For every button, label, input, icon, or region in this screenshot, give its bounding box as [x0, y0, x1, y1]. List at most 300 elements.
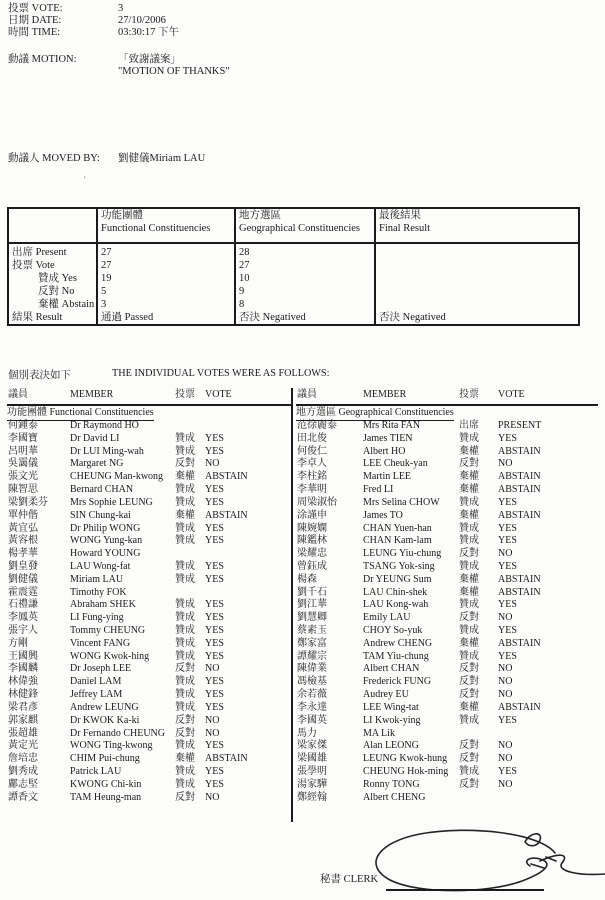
member-vote-row	[7, 689, 291, 702]
vote-en: YES	[205, 612, 224, 624]
member-vote-row	[296, 599, 598, 612]
summary-table-header	[9, 209, 578, 244]
summary-label-abstain: 棄權 Abstain	[38, 299, 95, 310]
member-name-en: CHIM Pui-chung	[70, 753, 140, 765]
vote-en: NO	[498, 548, 513, 560]
vote-en: YES	[205, 625, 224, 636]
vote-cn: 反對	[459, 676, 479, 688]
vote-cn: 反對	[459, 740, 479, 752]
member-vote-row	[296, 471, 598, 484]
member-vote-row	[7, 510, 291, 523]
member-vote-row	[296, 728, 598, 741]
vote-cn: 贊成	[459, 765, 479, 777]
vote-en: YES	[205, 676, 224, 688]
vote-cn: 贊成	[175, 560, 195, 572]
member-name-cn: 李國麟	[8, 663, 38, 675]
member-vote-row	[7, 676, 291, 689]
member-vote-row	[7, 458, 291, 471]
member-vote-row	[7, 484, 291, 497]
functional-votes-table	[7, 389, 291, 804]
member-name-cn: 黃定光	[8, 740, 38, 752]
member-name-en: CHAN Kam-lam	[363, 535, 432, 547]
member-name-cn: 劉皇發	[8, 560, 38, 572]
vote-cn: 出席	[459, 420, 479, 431]
member-vote-row	[296, 792, 598, 805]
member-name-en: Mrs Rita FAN	[363, 420, 421, 431]
vote-cn	[459, 728, 498, 741]
member-vote-row	[296, 561, 598, 574]
vote-cn	[175, 548, 205, 561]
member-name-en: Howard YOUNG	[70, 548, 141, 560]
member-name-cn: 梁國雄	[297, 753, 327, 765]
member-name-cn: 黃容根	[8, 535, 38, 547]
vote-cn: 反對	[459, 778, 479, 790]
vote-en: NO	[498, 612, 513, 624]
vote-en: ABSTAIN	[498, 471, 541, 483]
member-name-en: Daniel LAM	[70, 676, 122, 688]
date-row	[8, 15, 179, 27]
vote-cn: 棄權	[459, 573, 479, 585]
vote-en: ABSTAIN	[498, 701, 541, 713]
member-name-cn: 李卓人	[297, 458, 327, 470]
member-name-cn: 陳婉嫻	[297, 522, 327, 534]
vote-en: YES	[498, 599, 517, 611]
vote-cn: 棄權	[459, 637, 479, 649]
member-vote-row	[7, 548, 291, 561]
header-vote-en: VOTE	[205, 389, 232, 400]
member-vote-row	[7, 471, 291, 484]
vote-cn: 反對	[459, 612, 479, 624]
member-name-cn: 張文光	[8, 471, 38, 483]
member-name-en: LAU Chin-shek	[363, 586, 428, 598]
member-vote-row	[7, 663, 291, 676]
member-name-en: CHEUNG Man-kwong	[70, 471, 164, 483]
summary-header-empty	[9, 209, 96, 242]
member-name-en: Albert HO	[363, 445, 406, 457]
vote-en: YES	[205, 701, 224, 713]
vote-en: YES	[205, 445, 224, 457]
vote-en: NO	[205, 791, 220, 803]
member-name-en: Dr YEUNG Sum	[363, 573, 432, 585]
member-vote-row	[296, 446, 598, 459]
vote-cn: 贊成	[459, 599, 479, 611]
member-name-en: Jeffrey LAM	[70, 689, 123, 701]
vote-en: YES	[205, 778, 224, 790]
vote-cn: 贊成	[175, 484, 195, 496]
motion-label: 動議 MOTION:	[8, 54, 77, 65]
member-name-en: LI Kwok-ying	[363, 714, 421, 726]
final-result: 否決 Negatived	[379, 312, 446, 323]
member-vote-row	[296, 574, 598, 587]
vote-cn: 反對	[459, 548, 479, 560]
header-vote-cn: 投票	[175, 389, 195, 400]
member-name-cn: 林健鋒	[8, 689, 38, 701]
member-vote-row	[7, 753, 291, 766]
vote-cn: 贊成	[175, 445, 195, 457]
member-vote-row	[7, 497, 291, 510]
member-name-en: Bernard CHAN	[70, 484, 134, 496]
vote-cn: 棄權	[175, 471, 195, 483]
member-name-en: Mrs Sophie LEUNG	[70, 496, 153, 508]
summary-label-present: 出席 Present	[12, 247, 67, 258]
member-name-en: Mrs Selina CHOW	[363, 496, 440, 508]
member-name-cn: 林偉強	[8, 676, 38, 688]
member-name-cn: 何俊仁	[297, 445, 327, 457]
member-name-cn: 詹培忠	[8, 753, 38, 765]
member-name-en: Ronny TONG	[363, 778, 420, 790]
individual-votes-intro-cn: 個別表決如下	[8, 370, 71, 381]
header-member-cn: 議員	[8, 389, 28, 400]
vote-en: YES	[205, 599, 224, 611]
member-vote-row	[296, 625, 598, 638]
member-name-en: Andrew LEUNG	[70, 701, 139, 713]
member-name-cn: 馮檢基	[297, 676, 327, 688]
vote-cn: 棄權	[459, 484, 479, 496]
fc-no: 5	[101, 286, 107, 297]
vote-cn: 贊成	[175, 637, 195, 649]
member-vote-row	[7, 625, 291, 638]
member-vote-row	[7, 433, 291, 446]
member-vote-row	[296, 587, 598, 600]
member-name-en: Margaret NG	[70, 458, 124, 470]
vote-en: YES	[205, 496, 224, 508]
vote-en: YES	[205, 650, 224, 662]
vote-cn: 反對	[175, 458, 195, 470]
member-name-cn: 黃宜弘	[8, 522, 38, 534]
member-name-cn: 田北俊	[297, 432, 327, 444]
member-name-cn: 涂謹申	[297, 509, 327, 521]
vote-cn: 贊成	[459, 625, 479, 636]
member-name-cn: 梁耀忠	[297, 548, 327, 560]
member-name-en: LEUNG Kwok-hung	[363, 753, 448, 765]
vote-cn: 贊成	[175, 522, 195, 534]
member-vote-row	[296, 676, 598, 689]
member-vote-row	[296, 638, 598, 651]
functional-table-header	[7, 389, 291, 406]
member-vote-row	[296, 740, 598, 753]
member-vote-row	[7, 651, 291, 664]
member-name-cn: 湯家驊	[297, 778, 327, 790]
member-name-en: Vincent FANG	[70, 637, 131, 649]
fc-vote: 27	[101, 260, 112, 271]
column-divider-line	[291, 388, 293, 822]
member-vote-row	[296, 651, 598, 664]
member-name-cn: 譚耀宗	[297, 650, 327, 662]
vote-cn: 贊成	[175, 778, 195, 790]
member-name-en: Dr Raymond HO	[70, 420, 139, 431]
vote-cn: 棄權	[459, 471, 479, 483]
fc-result: 通過 Passed	[101, 312, 154, 323]
geographical-table-header	[296, 389, 598, 406]
vote-cn: 棄權	[175, 753, 195, 765]
summary-header-functional-en: Functional Constituencies	[101, 222, 211, 234]
member-vote-row	[296, 715, 598, 728]
clerk-label: 秘書 CLERK	[320, 874, 379, 885]
member-name-en: Tommy CHEUNG	[70, 625, 146, 636]
vote-en: ABSTAIN	[498, 573, 541, 585]
vote-cn: 反對	[459, 753, 479, 765]
gc-present: 28	[239, 247, 250, 258]
member-vote-row	[296, 497, 598, 510]
member-name-en: TAM Yiu-chung	[363, 650, 429, 662]
member-vote-row	[7, 612, 291, 625]
vote-en: YES	[205, 522, 224, 534]
member-name-cn: 王國興	[8, 650, 38, 662]
stray-scan-mark: '	[84, 175, 86, 185]
member-vote-row	[296, 484, 598, 497]
summary-header-geographical-en: Geographical Constituencies	[239, 222, 361, 234]
member-name-cn: 劉江華	[297, 599, 327, 611]
member-name-cn: 楊森	[297, 573, 317, 585]
fc-yes: 19	[101, 273, 112, 284]
header-member-cn: 議員	[297, 389, 317, 400]
member-name-en: James TIEN	[363, 432, 413, 444]
member-name-cn: 范徐麗泰	[297, 420, 337, 431]
member-name-en: CHOY So-yuk	[363, 625, 423, 636]
member-name-cn: 劉慧卿	[297, 612, 327, 624]
member-name-en: KWONG Chi-kin	[70, 778, 142, 790]
vote-en: YES	[205, 740, 224, 752]
motion-value-cn: 「致謝議案」	[118, 54, 181, 65]
geographical-section-title	[296, 406, 598, 420]
summary-header-geographical	[234, 209, 374, 242]
vote-cn: 反對	[175, 714, 195, 726]
vote-cn: 贊成	[175, 612, 195, 624]
member-name-en: Dr Joseph LEE	[70, 663, 132, 675]
member-vote-row	[7, 420, 291, 433]
vote-cn: 棄權	[459, 445, 479, 457]
member-vote-row	[7, 766, 291, 779]
member-vote-row	[7, 446, 291, 459]
summary-header-functional	[96, 209, 234, 242]
member-name-cn: 鄺志堅	[8, 778, 38, 790]
moved-by-row	[8, 153, 205, 165]
member-name-cn: 陳偉業	[297, 663, 327, 675]
member-vote-row	[296, 612, 598, 625]
member-vote-row	[7, 702, 291, 715]
vote-en: NO	[498, 663, 513, 675]
final-vote	[379, 259, 578, 272]
member-name-cn: 馬力	[297, 727, 317, 739]
member-name-en: Andrew CHENG	[363, 637, 433, 649]
member-name-cn: 梁劉柔芬	[8, 496, 48, 508]
vote-en: YES	[498, 765, 517, 777]
summary-label-vote: 投票 Vote	[12, 260, 55, 271]
member-name-cn: 鄭家富	[297, 637, 327, 649]
vote-cn: 反對	[459, 458, 479, 470]
vote-en: ABSTAIN	[498, 586, 541, 598]
summary-col-geographical	[234, 244, 374, 324]
member-name-cn: 鄭經翰	[297, 791, 327, 803]
vote-en: ABSTAIN	[498, 445, 541, 457]
member-name-en: Dr Fernando CHEUNG	[70, 727, 165, 739]
member-name-en: TSANG Yok-sing	[363, 560, 435, 572]
summary-table-body	[9, 244, 578, 324]
member-name-en: CHEUNG Hok-ming	[363, 765, 449, 777]
member-name-cn: 吳靄儀	[8, 458, 38, 470]
member-vote-row	[7, 574, 291, 587]
summary-header-final-en: Final Result	[379, 222, 431, 234]
vote-cn: 贊成	[459, 535, 479, 547]
member-vote-row	[7, 792, 291, 805]
final-no	[379, 285, 578, 298]
vote-cn: 棄權	[459, 586, 479, 598]
functional-section-title	[7, 406, 291, 420]
member-name-en: Albert CHAN	[363, 663, 420, 675]
vote-en: PRESENT	[498, 420, 542, 431]
member-name-cn: 李鳳英	[8, 612, 38, 624]
member-name-en: LEE Cheuk-yan	[363, 458, 428, 470]
vote-cn: 贊成	[459, 560, 479, 572]
vote-cn: 反對	[175, 663, 195, 675]
gc-no: 9	[239, 286, 245, 297]
member-name-cn: 余若薇	[297, 689, 327, 701]
member-name-cn: 李國寶	[8, 432, 38, 444]
header-vote-cn: 投票	[459, 389, 479, 400]
member-vote-row	[296, 779, 598, 792]
vote-en: YES	[205, 484, 224, 496]
final-yes	[379, 272, 578, 285]
member-name-en: James TO	[363, 509, 403, 521]
member-name-cn: 蔡素玉	[297, 625, 327, 636]
summary-label-yes: 贊成 Yes	[38, 273, 77, 284]
member-name-en: WONG Kwok-hing	[70, 650, 150, 662]
member-name-en: Timothy FOK	[70, 586, 127, 598]
member-name-en: Audrey EU	[363, 689, 409, 701]
member-name-cn: 石禮謙	[8, 599, 38, 611]
vote-en	[498, 792, 598, 805]
vote-cn: 贊成	[175, 765, 195, 777]
member-name-en: WONG Yung-kan	[70, 535, 143, 547]
member-vote-row	[7, 740, 291, 753]
vote-cn: 棄權	[175, 509, 195, 521]
member-name-cn: 李華明	[297, 484, 327, 496]
vote-cn: 贊成	[175, 740, 195, 752]
summary-header-final	[374, 209, 578, 242]
member-name-cn: 李國英	[297, 714, 327, 726]
member-name-en: Emily LAU	[363, 612, 411, 624]
motion-value-en: "MOTION OF THANKS"	[118, 66, 230, 78]
moved-by-value: 劉健儀Miriam LAU	[118, 153, 206, 164]
summary-header-geographical-cn: 地方選區	[239, 210, 281, 221]
member-vote-row	[296, 510, 598, 523]
member-vote-row	[7, 728, 291, 741]
vote-cn: 贊成	[459, 714, 479, 726]
vote-cn: 贊成	[459, 432, 479, 444]
vote-cn: 贊成	[175, 599, 195, 611]
vote-cn: 贊成	[175, 701, 195, 713]
member-name-en: Martin LEE	[363, 471, 412, 483]
motion-row	[8, 54, 230, 78]
vote-en: YES	[205, 535, 224, 547]
vote-en: NO	[205, 458, 220, 470]
vote-en: YES	[205, 689, 224, 701]
member-vote-row	[7, 561, 291, 574]
fc-present: 27	[101, 247, 112, 258]
member-name-cn: 劉健儀	[8, 573, 38, 585]
member-vote-row	[296, 458, 598, 471]
member-name-cn: 方剛	[8, 637, 28, 649]
clerk-signature-line	[386, 889, 544, 891]
geographical-rows	[296, 420, 598, 804]
member-vote-row	[296, 535, 598, 548]
member-name-en: Fred LI	[363, 484, 394, 496]
member-name-en: CHAN Yuen-han	[363, 522, 432, 534]
member-name-en: Albert CHENG	[363, 791, 426, 803]
member-vote-row	[296, 753, 598, 766]
member-name-cn: 單仲偕	[8, 509, 38, 521]
vote-cn: 贊成	[175, 535, 195, 547]
vote-cn: 贊成	[459, 496, 479, 508]
member-name-en: LAU Kong-wah	[363, 599, 429, 611]
functional-rows	[7, 420, 291, 804]
vote-en: YES	[498, 535, 517, 547]
vote-number-label: 投票 VOTE:	[8, 3, 63, 14]
vote-en	[205, 587, 291, 600]
member-vote-row	[7, 535, 291, 548]
member-name-cn: 梁君彥	[8, 701, 38, 713]
vote-cn: 反對	[175, 791, 195, 803]
summary-col-final	[374, 244, 578, 324]
member-vote-row	[7, 599, 291, 612]
vote-en: ABSTAIN	[205, 753, 248, 765]
vote-en: NO	[205, 663, 220, 675]
date-label: 日期 DATE:	[8, 15, 62, 27]
member-name-en: Frederick FUNG	[363, 676, 432, 688]
vote-cn: 贊成	[175, 625, 195, 636]
vote-en: YES	[498, 650, 517, 662]
member-vote-row	[296, 689, 598, 702]
gc-abstain: 8	[239, 299, 245, 310]
vote-cn: 棄權	[459, 509, 479, 521]
header-member-en: MEMBER	[70, 389, 114, 400]
member-vote-row	[296, 433, 598, 446]
vote-en: NO	[498, 458, 513, 470]
time-value: 03:30:17 下午	[118, 27, 179, 39]
summary-header-final-cn: 最後結果	[379, 210, 421, 221]
vote-en: ABSTAIN	[498, 509, 541, 521]
header-member-en: MEMBER	[363, 389, 407, 400]
member-name-en: Dr Philip WONG	[70, 522, 141, 534]
vote-cn: 贊成	[175, 573, 195, 585]
member-name-cn: 張超雄	[8, 727, 38, 739]
member-name-en: LI Fung-ying	[70, 612, 124, 624]
vote-en: NO	[498, 740, 513, 752]
vote-en: YES	[498, 496, 517, 508]
vote-en: YES	[205, 560, 224, 572]
member-name-en: Dr David LI	[70, 432, 120, 444]
vote-en: NO	[498, 676, 513, 688]
geographical-votes-table	[296, 389, 598, 804]
member-vote-row	[296, 420, 598, 433]
gc-yes: 10	[239, 273, 250, 284]
vote-en: NO	[205, 714, 220, 726]
geographical-section-label: 地方選區 Geographical Constituencies	[296, 406, 454, 421]
summary-label-no: 反對 No	[38, 286, 75, 297]
final-present	[379, 246, 578, 259]
summary-header-functional-cn: 功能團體	[101, 210, 143, 221]
vote-cn: 贊成	[175, 689, 195, 701]
vote-en: ABSTAIN	[205, 471, 248, 483]
member-vote-row	[7, 715, 291, 728]
member-name-cn: 李永達	[297, 701, 327, 713]
member-name-en: Dr KWOK Ka-ki	[70, 714, 140, 726]
member-name-cn: 譚香文	[8, 791, 38, 803]
vote-en: YES	[205, 637, 224, 649]
member-vote-row	[7, 587, 291, 600]
vote-en: YES	[205, 765, 224, 777]
member-vote-row	[7, 638, 291, 651]
